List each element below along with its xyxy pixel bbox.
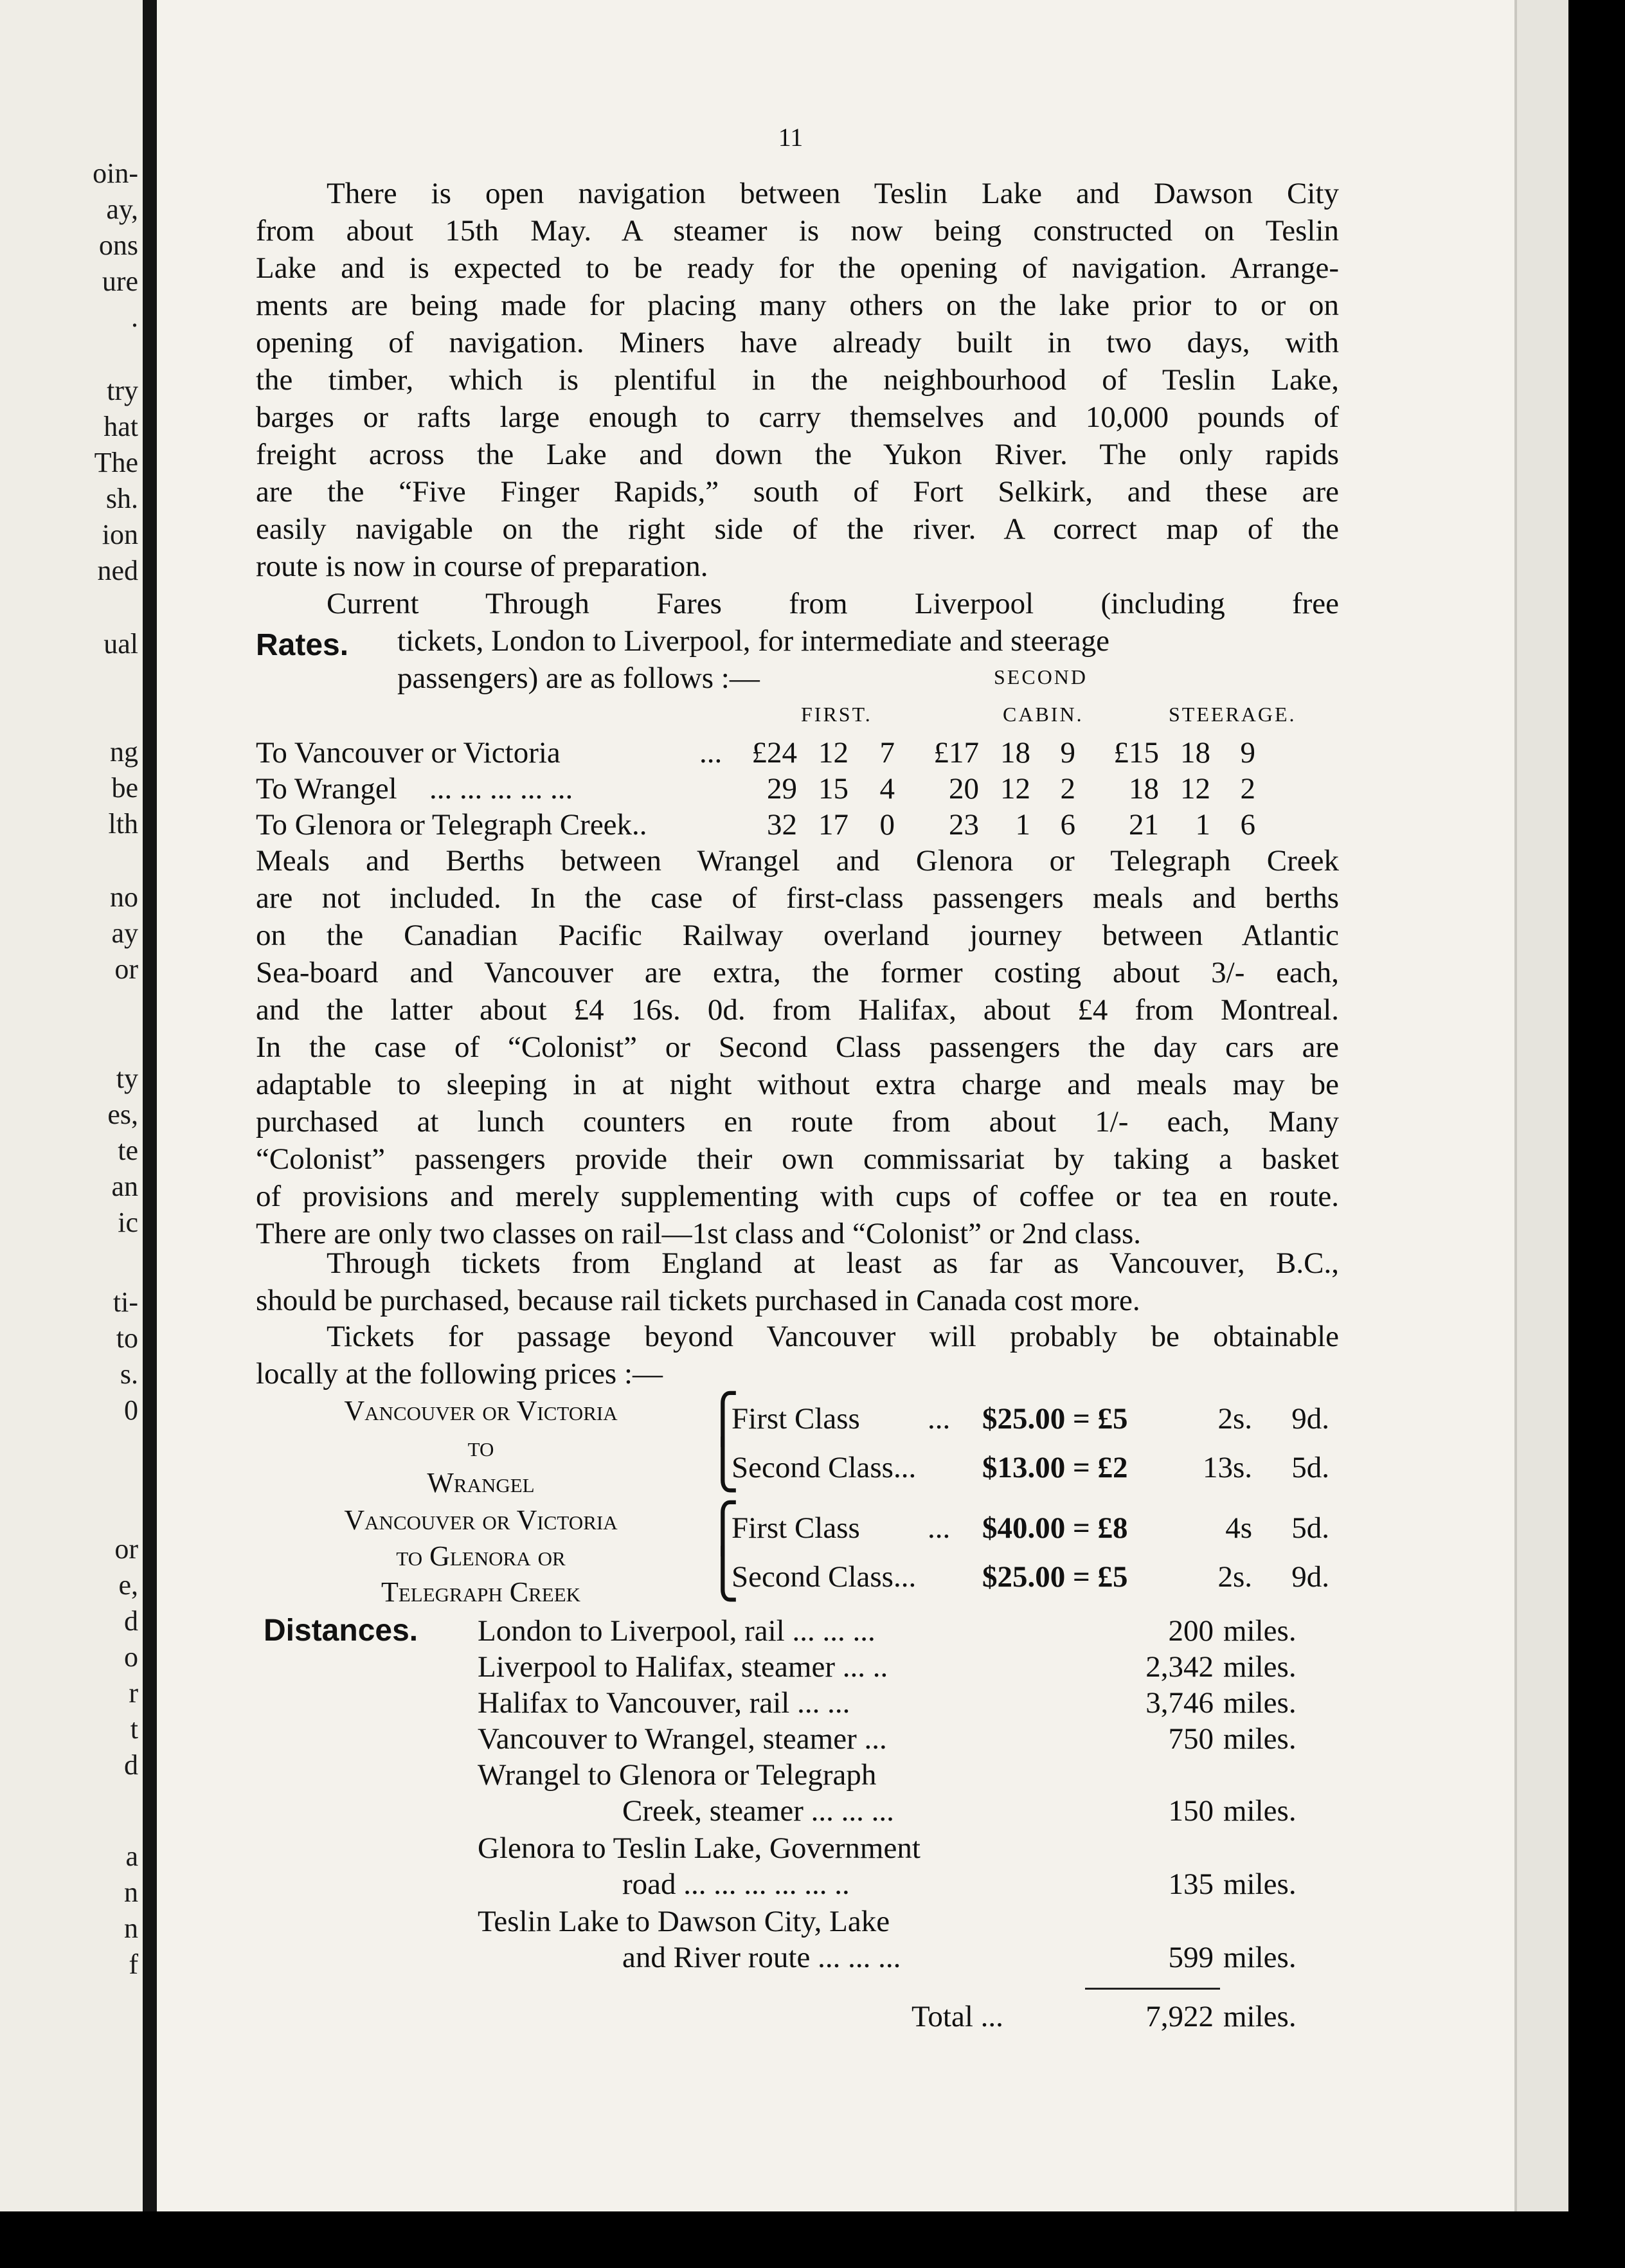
fare-value: 6 [1060, 808, 1075, 842]
fare-value: 6 [1240, 808, 1255, 842]
route-line: to Glenora or [396, 1540, 566, 1572]
text-line: Through tickets from England at least as far as Vancouver, B.C., [327, 1246, 1339, 1280]
facing-page-fragment: lth [108, 808, 138, 840]
route-line: Vancouver or Victoria [344, 1395, 618, 1426]
text-line: Meals and Berths between Wrangel and Glenora or Telegraph Creek [256, 844, 1339, 878]
total-rule [1085, 1988, 1220, 1990]
fare-amount: $25.00 = £5 [982, 1560, 1128, 1594]
facing-page-fragment: try [107, 375, 138, 406]
text-line: freight across the Lake and down the Yukon River. The only rapids [256, 438, 1339, 471]
facing-page-fragment: d [124, 1605, 138, 1637]
column-head-second: SECOND [994, 665, 1088, 688]
brace: ⎩ [706, 1440, 740, 1492]
distance-miles: 200 [1168, 1614, 1214, 1648]
facing-page-fragment: ons [98, 230, 138, 261]
fare-amount: $13.00 = £2 [982, 1451, 1128, 1484]
distance-miles: 599 [1168, 1941, 1214, 1974]
text-line: from about 15th May. A steamer is now being constructed on Teslin [256, 214, 1339, 248]
route-line: Wrangel [427, 1467, 535, 1498]
fare-pence: 5d. [1291, 1511, 1329, 1545]
fare-pence: 9d. [1291, 1560, 1329, 1594]
text-line: route is now in course of preparation. [256, 550, 708, 583]
fare-value: 2 [1240, 772, 1255, 806]
fare-shillings: 2s. [1217, 1560, 1252, 1594]
distance-unit: miles. [1223, 1650, 1297, 1684]
facing-page-fragment: es, [107, 1099, 138, 1130]
fare-class: First Class [732, 1402, 860, 1436]
column-head-first: FIRST. [801, 703, 872, 726]
fare-value: £24 [751, 736, 797, 770]
facing-page-fragment: The [94, 447, 138, 478]
fare-shillings: 4s [1225, 1511, 1252, 1545]
facing-page-fragment: te [118, 1135, 138, 1166]
fare-value: 12 [1180, 772, 1210, 806]
distance-route: Wrangel to Glenora or Telegraph [478, 1758, 877, 1792]
fare-pence: 9d. [1291, 1402, 1329, 1436]
page-number: 11 [778, 123, 804, 152]
facing-page-fragment: ay, [106, 194, 138, 225]
facing-page-fragment: t [130, 1713, 138, 1745]
fare-amount: $25.00 = £5 [982, 1402, 1128, 1436]
text-line: barges or rafts large enough to carry themselves and 10,000 pounds of [256, 401, 1339, 434]
column-head-steerage: STEERAGE. [1169, 703, 1297, 726]
facing-page-fragment: no [110, 881, 138, 913]
binding-gutter [143, 0, 157, 2211]
facing-page-fragment: or [114, 1533, 138, 1565]
fare-value: 12 [1000, 772, 1030, 806]
dot-leader: ... [928, 1402, 951, 1436]
text-line: Sea-board and Vancouver are extra, the former costing about 3/- each, [256, 956, 1339, 989]
fare-class: Second Class... [732, 1560, 917, 1594]
fare-class: First Class [732, 1511, 860, 1545]
facing-page-fragment: be [111, 772, 138, 804]
facing-page-fragment: o [124, 1641, 138, 1673]
route-line: Vancouver or Victoria [344, 1504, 618, 1536]
fare-value: 1 [1015, 808, 1030, 842]
column-head-second-cabin: CABIN. [1003, 703, 1084, 726]
fare-value: 20 [949, 772, 979, 806]
facing-page-fragment: d [124, 1749, 138, 1781]
fare-value: £17 [933, 736, 979, 770]
fare-value: £15 [1113, 736, 1159, 770]
text-line: adaptable to sleeping in at night without extra charge and meals may be [256, 1068, 1339, 1101]
facing-page-fragment: or [114, 953, 138, 985]
text-line: Lake and is expected to be ready for the opening of navigation. Arrange- [256, 251, 1339, 285]
fare-shillings: 2s. [1217, 1402, 1252, 1436]
distance-miles: 750 [1168, 1722, 1214, 1756]
distance-miles: 150 [1168, 1794, 1214, 1828]
text-line: are the “Five Finger Rapids,” south of Fort Selkirk, and these are [256, 475, 1339, 509]
dot-leader: ... [699, 736, 723, 770]
facing-page-fragment: ion [102, 519, 138, 550]
distance-miles: 135 [1168, 1868, 1214, 1901]
facing-page-edge [0, 0, 143, 2211]
facing-page-fragment: n [124, 1877, 138, 1908]
distance-unit: miles. [1223, 1941, 1297, 1974]
text-line: “Colonist” passengers provide their own commissariat by taking a basket [256, 1142, 1339, 1176]
fare-value: 1 [1195, 808, 1210, 842]
distance-route: and River route ... ... ... [622, 1941, 901, 1974]
text-line: the timber, which is plentiful in the neighbourhood of Teslin Lake, [256, 363, 1339, 397]
brace: ⎧ [706, 1394, 740, 1446]
distance-route: Creek, steamer ... ... ... [622, 1794, 894, 1828]
text-line: and the latter about £4 16s. 0d. from Halifax, about £4 from Montreal. [256, 993, 1339, 1027]
text-line: ments are being made for placing many others on the lake prior to or on [256, 289, 1339, 322]
fare-value: 17 [818, 808, 848, 842]
fare-value: 18 [1129, 772, 1159, 806]
text-line: on the Canadian Pacific Railway overland journey between Atlantic [256, 919, 1339, 952]
distance-route: Teslin Lake to Dawson City, Lake [478, 1905, 890, 1938]
rates-heading: Rates. [256, 628, 349, 662]
facing-page-fragment: ned [97, 555, 138, 586]
page-edge [1514, 0, 1568, 2211]
facing-page-fragment: oin- [93, 158, 138, 189]
facing-page-fragment: 0 [124, 1394, 138, 1426]
facing-page-fragment: f [129, 1949, 138, 1980]
rates-intro-line: tickets, London to Liverpool, for intermediate and steerage [397, 624, 1110, 658]
distance-route: London to Liverpool, rail ... ... ... [478, 1614, 875, 1648]
fare-value: 9 [1240, 736, 1255, 770]
facing-page-fragment: e, [118, 1569, 138, 1601]
text-line: should be purchased, because rail tickets purchased in Canada cost more. [256, 1284, 1140, 1317]
text-line: of provisions and merely supplementing with cups of coffee or tea en route. [256, 1180, 1339, 1213]
scan-border [0, 2211, 1625, 2268]
distance-route: Liverpool to Halifax, steamer ... .. [478, 1650, 888, 1684]
text-line: locally at the following prices :— [256, 1357, 663, 1390]
fare-value: 21 [1129, 808, 1159, 842]
facing-page-fragment: n [124, 1913, 138, 1944]
text-line: Tickets for passage beyond Vancouver will probably be obtainable [327, 1320, 1339, 1353]
fare-value: 0 [879, 808, 895, 842]
distance-route: Vancouver to Wrangel, steamer ... [478, 1722, 887, 1756]
brace: ⎧ [706, 1503, 740, 1555]
facing-page-fragment: sh. [105, 483, 138, 514]
fare-shillings: 13s. [1202, 1451, 1252, 1484]
distance-route: Glenora to Teslin Lake, Government [478, 1832, 920, 1865]
facing-page-fragment: ti- [112, 1286, 138, 1318]
distance-unit: miles. [1223, 1794, 1297, 1828]
fare-value: 18 [1000, 736, 1030, 770]
facing-page-fragment: hat [103, 411, 138, 442]
facing-page-fragment: ay [111, 917, 138, 949]
text-line: opening of navigation. Miners have already built in two days, with [256, 326, 1339, 359]
rates-intro-line: Current Through Fares from Liverpool (including free [327, 587, 1339, 620]
total-miles: 7,922 [1145, 2000, 1214, 2033]
fare-value: 9 [1060, 736, 1075, 770]
fare-value: 4 [879, 772, 895, 806]
text-line: easily navigable on the right side of the river. A correct map of the [256, 512, 1339, 546]
distance-miles: 3,746 [1145, 1686, 1214, 1720]
facing-page-fragment: ure [102, 266, 138, 297]
fare-pence: 5d. [1291, 1451, 1329, 1484]
facing-page-fragment: to [116, 1322, 138, 1354]
distance-unit: miles. [1223, 1614, 1297, 1648]
facing-page-fragment: ty [116, 1063, 138, 1094]
text-line: In the case of “Colonist” or Second Class passengers the day cars are [256, 1030, 1339, 1064]
rate-destination: To Vancouver or Victoria [256, 736, 561, 770]
dot-leader: ... [928, 1511, 951, 1545]
facing-page-fragment: a [125, 1841, 138, 1872]
total-label: Total ... [911, 2000, 1003, 2033]
dot-leader: ... ... ... ... ... [429, 772, 573, 806]
fare-class: Second Class... [732, 1451, 917, 1484]
fare-value: 7 [879, 736, 895, 770]
distance-unit: miles. [1223, 1686, 1297, 1720]
fare-value: 12 [818, 736, 848, 770]
route-line: to [467, 1431, 494, 1462]
facing-page-fragment: r [129, 1677, 138, 1709]
text-line: are not included. In the case of first-class passengers meals and berths [256, 881, 1339, 915]
facing-page-fragment: ng [110, 736, 138, 768]
distance-route: road ... ... ... ... ... .. [622, 1868, 850, 1901]
fare-value: 32 [767, 808, 797, 842]
text-line: There is open navigation between Teslin Lake and Dawson City [327, 177, 1339, 210]
distance-unit: miles. [1223, 1868, 1297, 1901]
fare-value: 29 [767, 772, 797, 806]
distance-route: Halifax to Vancouver, rail ... ... [478, 1686, 850, 1720]
rates-intro-line: passengers) are as follows :— [397, 662, 760, 695]
facing-page-fragment: s. [120, 1358, 138, 1390]
rate-destination: To Glenora or Telegraph Creek.. [256, 808, 647, 842]
fare-amount: $40.00 = £8 [982, 1511, 1128, 1545]
route-line: Telegraph Creek [381, 1576, 581, 1608]
body-text [256, 0, 1339, 2211]
distances-heading: Distances. [264, 1614, 418, 1648]
fare-value: 2 [1060, 772, 1075, 806]
facing-page-fragment: ic [118, 1207, 138, 1238]
text-line: purchased at lunch counters en route from about 1/- each, Many [256, 1105, 1339, 1138]
text-line: There are only two classes on rail—1st class and “Colonist” or 2nd class. [256, 1217, 1142, 1250]
fare-value: 15 [818, 772, 848, 806]
facing-page-fragment: . [131, 302, 138, 333]
rate-destination: To Wrangel [256, 772, 397, 806]
fare-value: 23 [949, 808, 979, 842]
distance-miles: 2,342 [1145, 1650, 1214, 1684]
fare-value: 18 [1180, 736, 1210, 770]
facing-page-fragment: an [111, 1171, 138, 1202]
brace: ⎩ [706, 1549, 740, 1601]
total-unit: miles. [1223, 2000, 1297, 2033]
distance-unit: miles. [1223, 1722, 1297, 1756]
facing-page-fragment: ual [103, 628, 138, 660]
